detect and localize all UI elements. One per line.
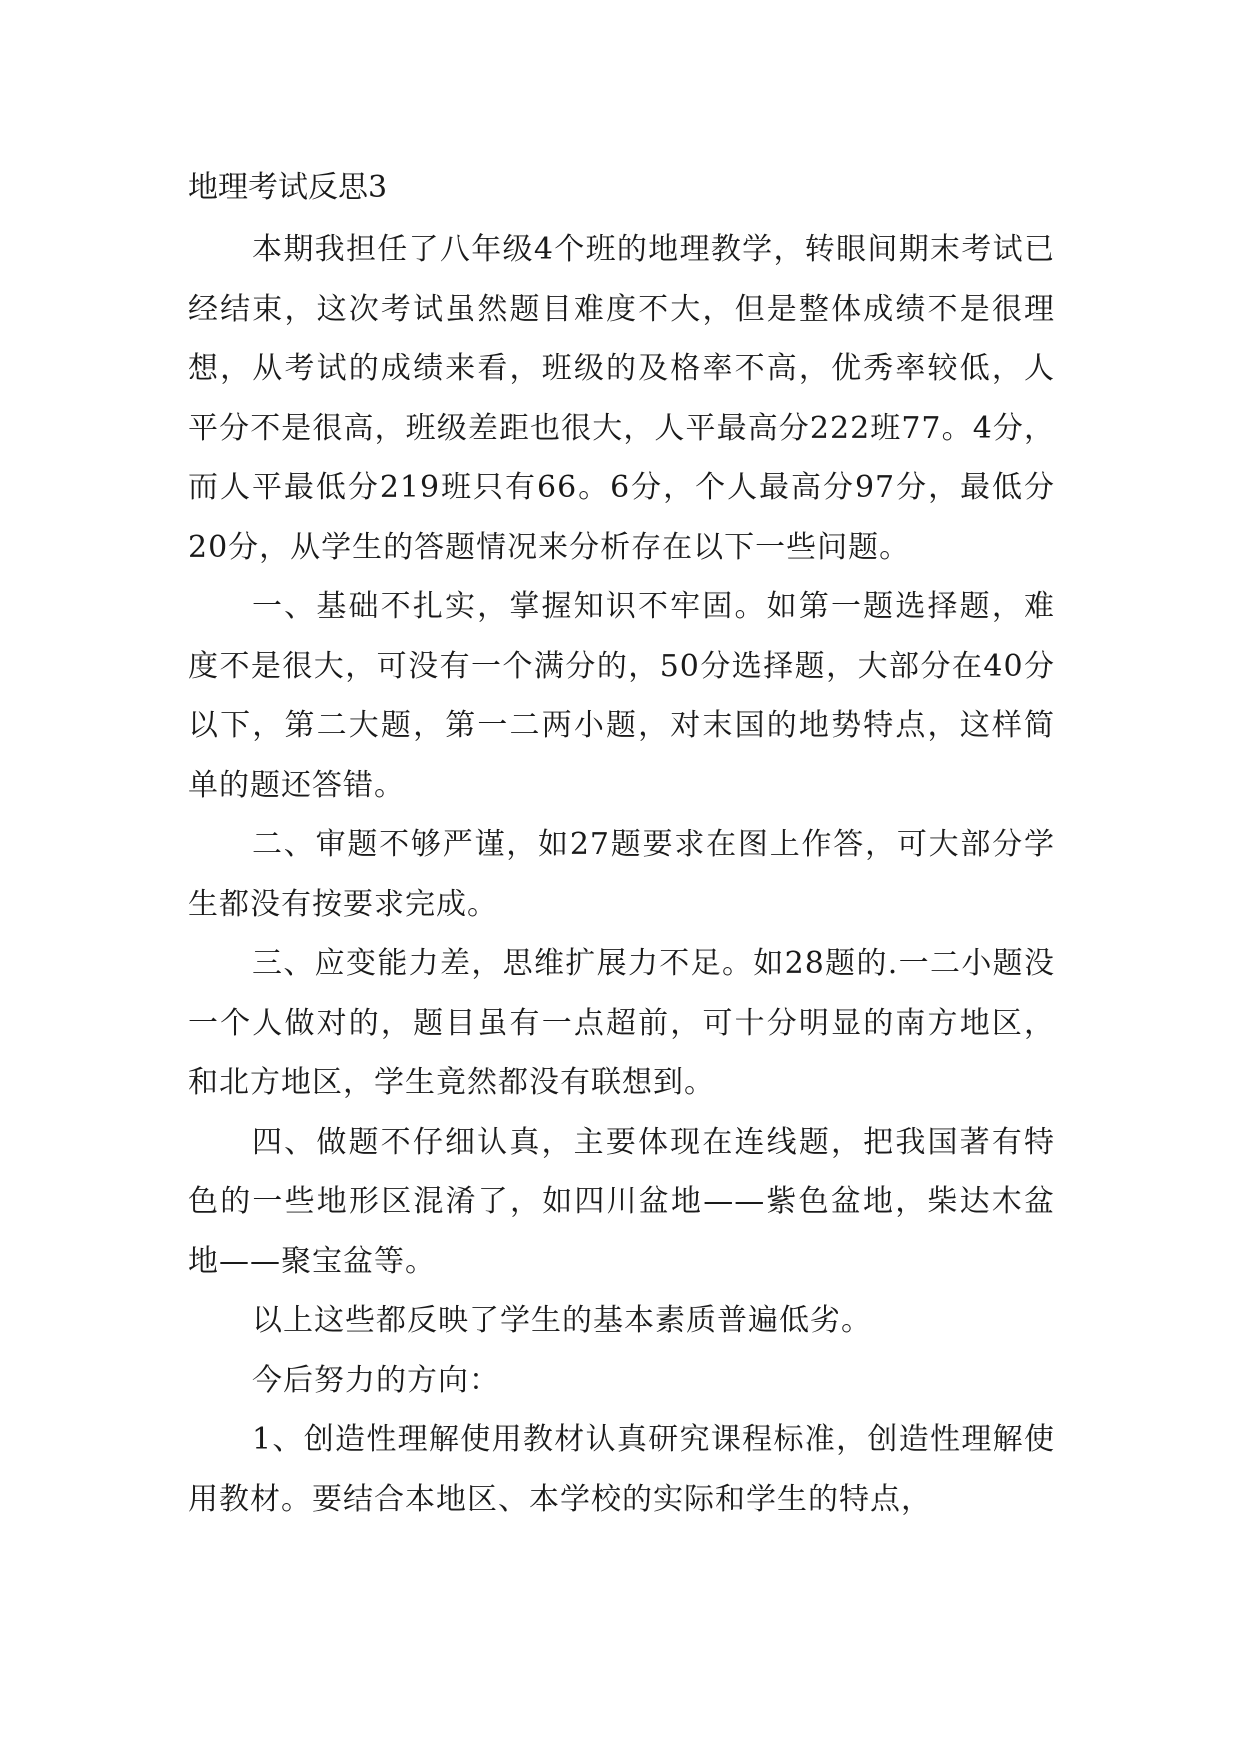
paragraph-intro: 本期我担任了八年级4个班的地理教学，转眼间期末考试已经结束，这次考试虽然题目难度不大，但是整体成绩不是很理想，从考试的成绩来看，班级的及格率不高，优秀率较低，人平分不是很高，班级差距也很大，人平最高分222班77。4分，而人平最低分219班只有66。6分，个人最高分97分，最低分20分，从学生的答题情况来分析存在以下一些问题。 xyxy=(188,232,1055,565)
paragraph-problem-4: 四、做题不仔细认真，主要体现在连线题，把我国著有特色的一些地形区混淆了，如四川盆地——紫色盆地，柴达木盆地——聚宝盆等。 xyxy=(188,1124,1055,1279)
paragraph-problem-3: 三、应变能力差，思维扩展力不足。如28题的.一二小题没一个人做对的，题目虽有一点超前，可十分明显的南方地区，和北方地区，学生竟然都没有联想到。 xyxy=(188,946,1055,1100)
paragraph-problem-1: 一、基础不扎实，掌握知识不牢固。如第一题选择题，难度不是很大，可没有一个满分的，50分选择题，大部分在40分以下，第二大题，第一二两小题，对末国的地势特点，这样简单的题还答错。 xyxy=(188,589,1055,803)
paragraph-problem-2: 二、审题不够严谨，如27题要求在图上作答，可大部分学生都没有按要求完成。 xyxy=(188,827,1055,922)
document-page xyxy=(188,158,1055,1529)
document-title: 地理考试反思3 xyxy=(188,170,388,205)
paragraph-direction-1: 1、创造性理解使用教材认真研究课程标准，创造性理解使用教材。要结合本地区、本学校的实际和学生的特点， xyxy=(188,1422,1055,1517)
paragraph-direction-heading: 今后努力的方向： xyxy=(252,1362,500,1398)
paragraph-summary: 以上这些都反映了学生的基本素质普遍低劣。 xyxy=(252,1303,872,1338)
